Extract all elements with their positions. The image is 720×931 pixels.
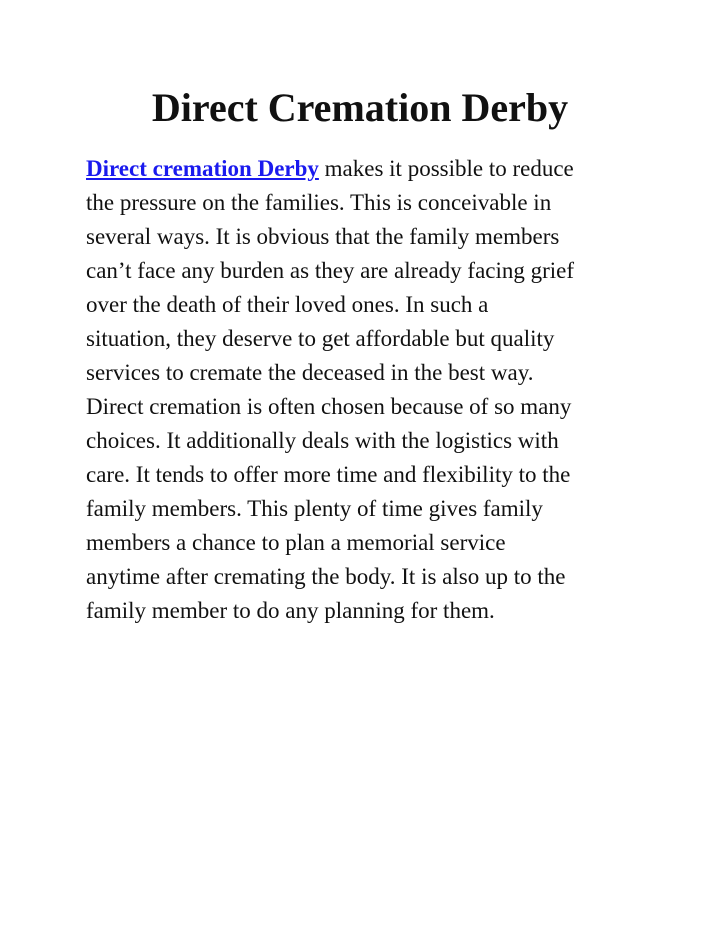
page-title: Direct Cremation Derby [151, 85, 569, 130]
paragraph-line: Direct cremation is often chosen because of so many [86, 394, 572, 419]
direct-cremation-derby-link[interactable]: Direct cremation Derby [86, 156, 319, 181]
paragraph-line: can’t face any burden as they are already facing grief [86, 258, 575, 283]
paragraph-line-1-text: makes it possible to reduce [318, 156, 574, 181]
paragraph-line: members a chance to plan a memorial service [86, 530, 506, 555]
paragraph-line: care. It tends to offer more time and flexibility to the [86, 462, 571, 487]
paragraph-line: situation, they deserve to get affordable but quality [86, 326, 555, 351]
paragraph-line: the pressure on the families. This is conceivable in [86, 190, 552, 215]
paragraph-line: family member to do any planning for them. [86, 598, 495, 623]
paragraph-line: several ways. It is obvious that the family members [86, 224, 560, 249]
paragraph-line: over the death of their loved ones. In such a [86, 292, 489, 317]
paragraph-line: family members. This plenty of time gives family [86, 496, 543, 521]
paragraph-line: anytime after cremating the body. It is also up to the [86, 564, 566, 589]
paragraph-line: services to cremate the deceased in the best way. [86, 360, 534, 385]
paragraph-line-1 [86, 152, 646, 186]
body-paragraph [86, 152, 646, 628]
paragraph-line: choices. It additionally deals with the logistics with [86, 428, 559, 453]
